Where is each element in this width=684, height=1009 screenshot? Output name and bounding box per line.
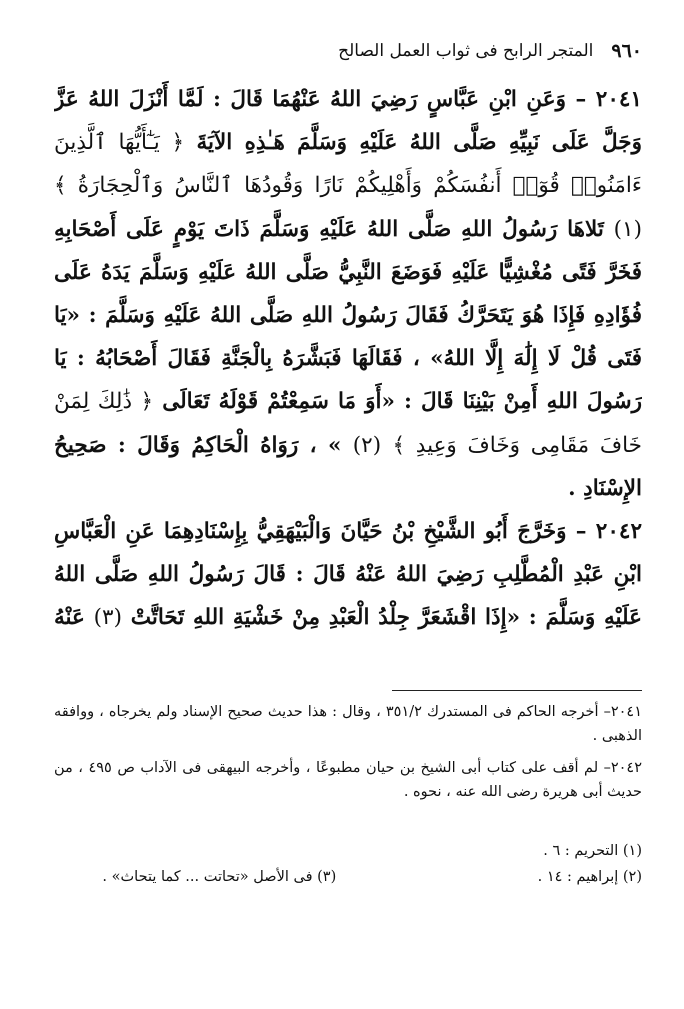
page-header (50, 38, 642, 64)
footnote-marker: (٢) (352, 432, 382, 458)
footnote-2041: ٢٠٤١– أخرجه الحاكم فى المستدرك ٣٥١/٢ ، وقال : هذا حديث صحيح الإسناد ولم يخرجاه ، ووافقه الذهبى . (54, 704, 643, 744)
main-text (54, 78, 642, 638)
ref-row (54, 838, 642, 864)
hadith-text: – وَعَنِ ابْنِ عَبَّاسٍ رَضِيَ اللهُ عَنْهُمَا قَالَ : لَمَّا أَنْزَلَ اللهُ عَزَّ وَجَلَّ عَلَى نَبِيِّهِ صَلَّى اللهُ عَلَيْهِ وَسَلَّمَ هَـٰذِهِ الآيَةَ (54, 87, 642, 156)
footnote-marker: (٣) (93, 605, 122, 631)
quran-verse: ﴿ يَـٰٓأَيُّهَا ٱلَّذِينَ ءَامَنُوا۟ قُوٓا۟ أَنفُسَكُمْ وَأَهْلِيكُمْ نَارًا وَقُودُهَا ٱلنَّاسُ وَٱلْحِجَارَةُ ﴾ (54, 130, 642, 199)
hadith-text: عَنْهُ (54, 605, 85, 631)
running-title: المتجر الرابح فى ثواب العمل الصالح (338, 41, 594, 61)
ref-row (54, 864, 642, 890)
hadith-text: – وَخَرَّجَ أَبُو الشَّيْخِ بْنُ حَيَّانَ وَالْبَيْهَقِيُّ بِإِسْنَادِهِمَا عَنِ الْعَبَّاسِ ابْنِ عَبْدِ الْمُطَّلِبِ رَضِيَ اللهُ عَنْهُ قَالَ : قَالَ رَسُولُ اللهِ صَلَّى اللهُ عَلَيْهِ وَسَلَّمَ : «إِذَا اقْشَعَرَّ جِلْدُ الْعَبْدِ مِنْ خَشْيَةِ اللهِ تَحَاتَّتْ (54, 519, 642, 631)
ref-2: (٢) إبراهيم : ١٤ . (537, 869, 642, 885)
footnotes (54, 700, 642, 812)
footnote-divider (392, 690, 642, 691)
hadith-number: ٢٠٤١ (595, 87, 642, 112)
hadith-text: » ، رَوَاهُ الْحَاكِمُ وَقَالَ : صَحِيحُ الإِسْنَادِ . (54, 432, 642, 501)
hadith-number: ٢٠٤٢ (595, 519, 642, 545)
footnote-2042: ٢٠٤٢– لم أقف على كتاب أبى الشيخ بن حيان مطبوعًا ، وأخرجه البيهقى فى الآداب ص ٤٩٥ ، من حديث أبى هريرة رضى الله عنه ، نحوه . (54, 760, 642, 800)
verse-references (54, 838, 642, 890)
page-number: ٩٦٠ (611, 40, 642, 62)
hadith-2041 (54, 78, 642, 510)
hadith-text: تَلاهَا رَسُولُ اللهِ صَلَّى اللهُ عَلَيْهِ وَسَلَّمَ ذَاتَ يَوْمٍ عَلَى أَصْحَابِهِ فَخَرَّ فَتًى مُغْشِيًّا عَلَيْهِ فَوَضَعَ النَّبِيُّ صَلَّى اللهُ عَلَيْهِ وَسَلَّمَ يَدَهُ عَلَى فُؤَادِهِ فَإِذَا هُوَ يَتَحَرَّكُ فَقَالَ رَسُولُ اللهِ صَلَّى اللهُ عَلَيْهِ وَسَلَّمَ : «يَا فَتَى قُلْ لَا إِلَٰهَ إِلَّا اللهُ» ، فَقَالَهَا فَبَشَّرَهُ بِالْجَنَّةِ فَقَالَ أَصْحَابُهُ : يَا رَسُولَ اللهِ أَمِنْ بَيْنِنَا قَالَ : «أَوَ مَا سَمِعْتُمْ قَوْلَهُ تَعَالَى (54, 216, 642, 415)
ref-1: (١) التحريم : ٦ . (543, 843, 642, 859)
hadith-2042 (54, 510, 642, 638)
footnote-marker: (١) (613, 216, 642, 242)
ref-3: (٣) فى الأصل «تحاتت ... كما يتحاث» . (102, 869, 337, 885)
quran-verse: ﴿ ذَٰلِكَ لِمَنْ خَافَ مَقَامِى وَخَافَ وَعِيدِ ﴾ (54, 389, 642, 458)
